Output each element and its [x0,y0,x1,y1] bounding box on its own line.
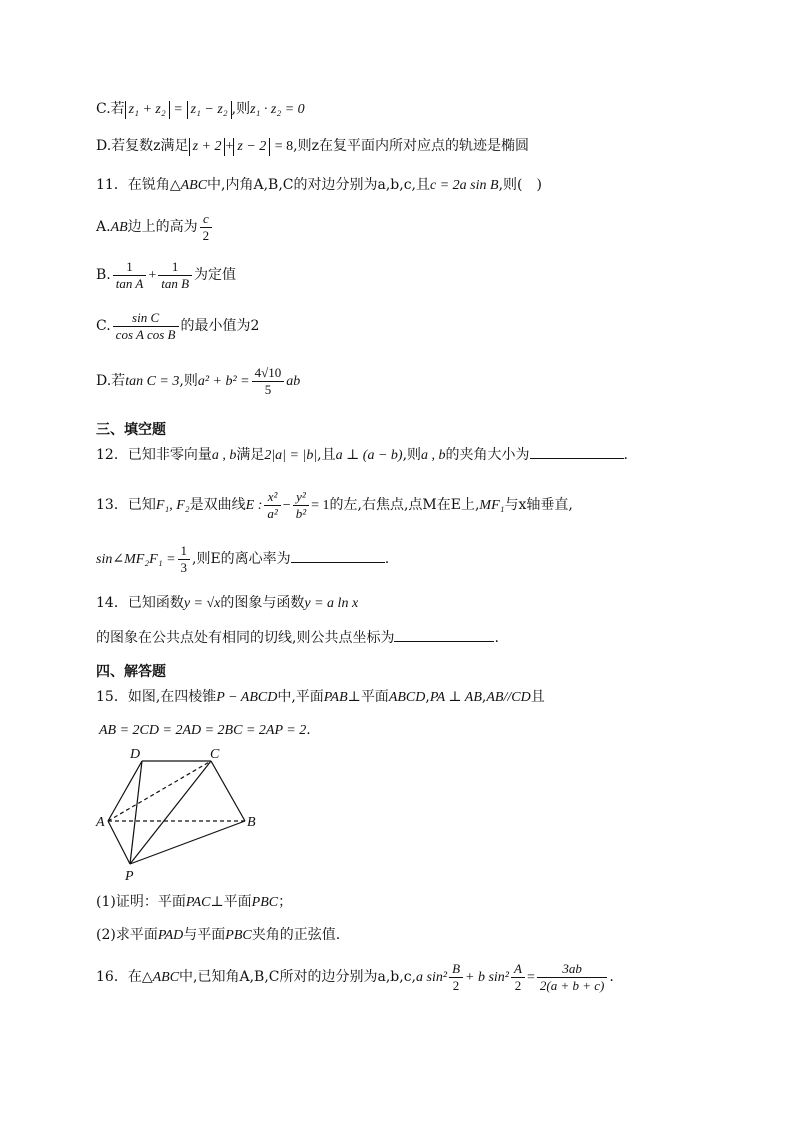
q15-p1-perp: ⊥ [210,895,224,910]
q16-frac-a [511,961,525,994]
q13-number: 13． [96,497,128,513]
q15-p2-end: 夹角的正弦值. [251,927,341,943]
q14-text3: 的图象在公共点处有相同的切线,则公共点坐标为 [96,630,395,646]
q11-b-num2: 1 [158,259,192,276]
q16-text2: 中,已知角A,B,C所对的边分别为a,b,c, [179,969,417,985]
fig-label-A: A [96,815,105,830]
edge-AD [108,761,142,821]
q15-text5: , [481,689,487,705]
option-c-result: z₁ · z₂ = 0 [250,102,305,117]
q14-end: . [494,630,499,646]
q15-abcd: ABCD [388,690,426,705]
q12-answer-blank[interactable] [530,446,624,459]
q11-b-den1: tan A [115,275,144,291]
q13-text1: 已知 [127,497,156,513]
q15-p1-pbc: PBC [251,895,279,910]
q14-line1 [96,594,358,613]
q16-number: 16． [96,969,128,985]
q12-text5: 的夹角大小为 [445,447,530,463]
q11-stem [96,176,542,195]
q12-line [96,446,628,465]
q11-text1: 在锐角 [127,177,170,193]
q11-d-fraction [252,365,285,398]
q14-f1: y = √x [183,596,221,611]
q14-text1: 已知函数 [127,595,184,611]
q12-number: 12． [96,447,128,463]
q13-line2 [96,542,389,577]
q15-part2 [96,926,340,945]
option-d-abs1: z + 2 [189,138,226,156]
option-d-plus: + [225,139,234,154]
option-c-prefix: C.若 [96,101,125,117]
q15-p1-end: ； [278,894,293,910]
q15-pyramid: P − ABCD [216,690,278,705]
q15-text2: 中,平面 [277,689,324,705]
q12-condition: 2|a| = |b| [264,448,318,463]
q11-option-b [96,258,236,293]
pyramid-figure [92,744,272,886]
fig-label-P: P [125,869,134,884]
q11-c-num: sin C [113,310,179,327]
q16-eq: = [526,970,535,985]
q15-text4: , [425,689,430,705]
q13-text5: ,则E的离心率为 [192,551,291,567]
q13-minus: − [282,498,291,513]
q12-end: . [623,447,628,463]
q13-text3: 的左,右焦点,点M在E上, [329,497,480,513]
q13-end: . [384,551,390,567]
section-fill-blank-title: 三、填空题 [96,422,166,438]
q15-text3: 平面 [360,689,389,705]
option-c-abs2: z₁ − z₂ [187,101,232,119]
q13-sin: sin∠MF₂F₁ = [96,552,176,567]
q13-frac-y [293,489,309,522]
q12-text3: ,且 [317,447,336,463]
q13-answer-blank[interactable] [291,550,385,563]
q16-n1: B [449,961,463,978]
q11-b-fraction2 [158,259,192,292]
q11-text3: ,则( ) [498,177,542,193]
fig-label-C: C [210,747,220,762]
q11-b-plus: + [148,268,157,283]
q15-pa-perp: PA ⊥ AB [429,690,482,705]
q15-perp: ⊥ [347,690,361,705]
q11-a-numerator: c [200,211,213,228]
q14-number: 14． [96,595,128,611]
q14-answer-blank[interactable] [394,629,494,642]
q16-end: . [609,969,614,985]
q11-d-label: D.若 [96,373,126,389]
q15-eq-end: . [306,722,311,738]
q15-p2-pbc: PBC [225,928,252,943]
q15-number: 15． [96,689,128,705]
edge-CB [211,761,245,821]
q15-text1: 如图,在四棱锥 [127,689,217,705]
q12-vectors: a , b [211,448,237,463]
q11-option-c [96,309,259,343]
option-d-abs2: z − 2 [233,138,270,156]
q16-lhs1: a sin² [416,970,448,985]
q11-c-label: C. [96,318,111,334]
q14-text2: 的图象与函数 [220,595,305,611]
q12-text4: ,则 [402,447,422,463]
q15-line2 [99,721,311,740]
q15-p1-mid: 平面 [223,894,252,910]
edge-AP [108,821,130,864]
q16-line [96,960,614,995]
q11-b-text: 为定值 [194,267,237,283]
q13-eq1: = 1 [311,498,330,513]
fig-label-B: B [247,815,256,830]
option-d-eq8: = 8 [274,139,294,154]
q16-frac-b [449,961,463,994]
q13-text2: 是双曲线 [189,497,246,513]
q16-d2: 2 [514,977,522,993]
q13-d1: a² [267,505,278,521]
q16-rn: 3ab [537,961,607,978]
q11-b-num1: 1 [113,259,147,276]
q13-n2: y² [293,489,309,506]
q11-d-lhs: a² + b² = [197,374,250,389]
q11-d-condition: tan C = 3 [125,374,180,389]
q16-triangle: △ABC [141,970,180,985]
q13-foci: F₁, F₂ [155,498,190,513]
q11-d-ab: ab [286,374,301,389]
q15-p2-pad: PAD [157,928,184,943]
q15-part1 [96,893,292,912]
q11-c-fraction [113,310,179,343]
q11-b-den2: tan B [161,275,190,291]
q14-f2: y = a ln x [304,596,359,611]
q15-equation: AB = 2CD = 2AD = 2BC = 2AP = 2 [99,723,307,738]
q15-parallel: AB//CD [486,690,531,705]
q15-p1-pac: PAC [185,895,211,910]
q11-a-denominator: 2 [202,227,210,243]
q13-mf1: MF₁ [479,498,505,513]
q16-n2: A [511,961,525,978]
q13-sn: 1 [178,543,191,560]
q15-p2-mid: 与平面 [183,927,226,943]
q14-line2 [96,629,499,647]
edge-AC-hidden [108,761,211,821]
q15-p2-text: (2)求平面 [96,927,158,943]
q11-a-fraction [200,211,213,244]
edge-PD [130,761,142,864]
q11-c-text: 的最小值为2 [180,318,260,334]
q15-p1-text: (1)证明：平面 [96,894,186,910]
q16-d1: 2 [452,977,460,993]
q15-pab: PAB [323,690,348,705]
q11-d-num: 4√10 [252,365,285,382]
q15-line1 [96,688,545,707]
q16-lhs2: + b sin² [465,970,509,985]
option-c-eq: = [174,102,183,117]
option-c-then: ,则 [231,101,251,117]
q11-number: 11． [96,177,128,193]
q11-option-a [96,210,214,245]
q11-condition: c = 2a sin B [430,178,499,193]
q11-option-d [96,364,300,399]
q13-sin-fraction [178,543,191,576]
q13-n1: x² [264,489,280,506]
q11-d-den: 5 [264,381,272,397]
q13-line1 [96,488,573,523]
q16-text1: 在 [127,969,142,985]
option-d-prefix: D.若复数z满足 [96,138,189,154]
q13-E: E : [245,498,263,513]
q11-c-den: cos A cos B [115,326,176,342]
q11-d-then: ,则 [179,373,198,389]
q15-text6: 且 [530,689,545,705]
q12-vectors-2: a , b [421,448,446,463]
q13-frac-x [264,489,280,522]
q11-b-fraction1 [113,259,147,292]
q13-d2: b² [295,505,307,521]
q11-triangle: △ABC [169,178,208,193]
q16-rd: 2(a + b + c) [539,977,605,993]
q13-sd: 3 [180,559,188,575]
q12-perp: a ⊥ (a − b) [335,448,403,463]
fig-label-D: D [130,747,141,762]
option-d-suffix: ,则z在复平面内所对应点的轨迹是椭圆 [293,138,529,154]
q11-b-label: B. [96,267,111,283]
q11-a-ab: AB [110,220,128,235]
q11-a-label: A. [96,219,111,235]
q11-a-text: 边上的高为 [127,219,198,235]
q12-text2: 满足 [236,447,265,463]
option-c-abs1: z₁ + z₂ [125,101,170,119]
option-d-line [96,137,529,156]
q13-text4: 与x轴垂直, [504,497,573,513]
section-solution-title: 四、解答题 [96,664,166,680]
q16-frac-rhs [537,961,607,994]
option-c-line [96,100,305,119]
q12-text1: 已知非零向量 [127,447,212,463]
q11-text2: 中,内角A,B,C的对边分别为a,b,c,且 [207,177,431,193]
